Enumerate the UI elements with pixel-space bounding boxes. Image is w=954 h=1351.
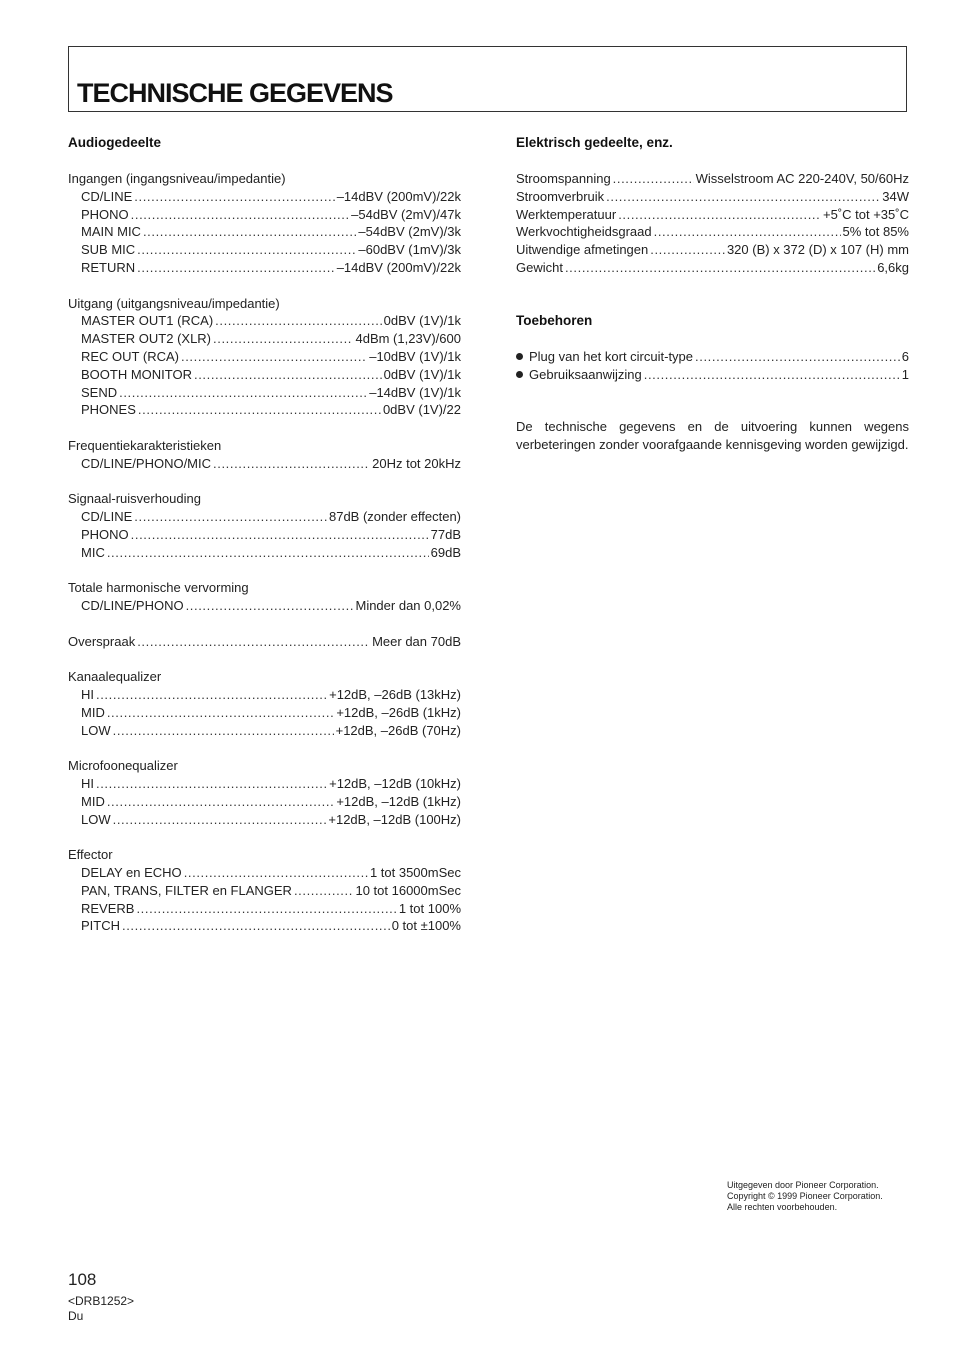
spec-group-title: Signaal-ruisverhouding <box>68 491 201 507</box>
dot-leader <box>107 704 335 722</box>
spec-value: +12dB, –26dB (13kHz) <box>329 687 461 703</box>
spec-value: Meer dan 70dB <box>372 633 461 649</box>
audio-section <box>68 134 461 953</box>
publisher-info <box>727 1180 883 1213</box>
spec-row <box>68 330 461 348</box>
spec-label: PHONO <box>81 526 129 542</box>
spec-group <box>68 579 461 615</box>
spec-label: Overspraak <box>68 633 136 649</box>
spec-label: PHONES <box>81 402 136 418</box>
spec-value: 1 <box>901 366 909 382</box>
spec-label: Stroomspanning <box>516 171 611 186</box>
spec-group-title: Uitgang (uitgangsniveau/impedantie) <box>68 295 280 311</box>
spec-row <box>516 241 909 259</box>
dot-leader <box>113 722 334 740</box>
spec-value: –14dBV (1V)/1k <box>369 384 461 400</box>
spec-row <box>68 900 461 918</box>
spec-value: 0dBV (1V)/1k <box>383 313 461 329</box>
spec-group <box>68 668 461 739</box>
spec-value: 10 tot 16000mSec <box>355 882 461 898</box>
title-box <box>68 46 907 112</box>
spec-value: 87dB (zonder effecten) <box>328 509 461 525</box>
dot-leader <box>695 348 900 366</box>
spec-row <box>68 241 461 259</box>
spec-value: –14dBV (200mV)/22k <box>336 188 461 204</box>
dot-leader <box>138 401 381 419</box>
spec-row <box>68 455 461 473</box>
spec-value: 34W <box>882 188 909 204</box>
spec-value: +12dB, –26dB (70Hz) <box>335 722 461 738</box>
spec-label: Stroomverbruik <box>516 188 605 204</box>
spec-row <box>516 188 909 206</box>
rights-line: Alle rechten voorbehouden. <box>727 1202 838 1212</box>
spec-value: 69dB <box>430 544 461 560</box>
spec-row <box>68 722 461 740</box>
dot-leader <box>181 348 367 366</box>
dot-leader <box>107 793 335 811</box>
spec-label: SEND <box>81 384 118 400</box>
dot-leader <box>213 455 370 473</box>
spec-label <box>516 366 642 384</box>
spec-label: LOW <box>81 811 111 827</box>
dot-leader <box>613 170 694 188</box>
spec-label: MASTER OUT1 (RCA) <box>81 313 214 329</box>
spec-value: +12dB, –12dB (1kHz) <box>336 793 461 809</box>
spec-row <box>516 223 909 241</box>
page-title: TECHNISCHE GEGEVENS <box>77 78 393 108</box>
spec-label: BOOTH MONITOR <box>81 366 192 382</box>
spec-row <box>68 775 461 793</box>
electrical-rows <box>516 170 909 277</box>
spec-row <box>516 348 909 366</box>
spec-group-title: Frequentiekarakteristieken <box>68 437 222 453</box>
dot-leader <box>565 259 875 277</box>
dot-leader <box>136 900 396 918</box>
spec-label: CD/LINE/PHONO <box>81 598 184 614</box>
spec-group <box>68 295 461 420</box>
dot-leader <box>606 188 880 206</box>
publisher-line: Uitgegeven door Pioneer Corporation. <box>727 1180 879 1190</box>
spec-row <box>68 366 461 384</box>
spec-value: 0dBV (1V)/1k <box>383 366 461 382</box>
spec-row <box>68 597 461 615</box>
dot-leader <box>213 330 353 348</box>
spec-row <box>68 401 461 419</box>
accessories-heading: Toebehoren <box>516 312 593 328</box>
dot-leader <box>137 259 335 277</box>
spec-group <box>68 170 461 277</box>
dot-leader <box>113 811 327 829</box>
dot-leader <box>134 188 334 206</box>
spec-group-title: Totale harmonische vervorming <box>68 580 249 596</box>
spec-row <box>68 206 461 224</box>
spec-value: 20Hz tot 20kHz <box>372 455 461 471</box>
spec-value: Wisselstroom AC 220-240V, 50/60Hz <box>695 171 909 186</box>
spec-row <box>516 259 909 277</box>
spec-value: 6 <box>901 348 909 364</box>
spec-row <box>68 508 461 526</box>
spec-label: Gewicht <box>516 259 563 275</box>
spec-row <box>68 811 461 829</box>
spec-value: –54dBV (2mV)/3k <box>358 224 461 240</box>
spec-row <box>68 793 461 811</box>
dot-leader <box>654 223 841 241</box>
dot-leader <box>137 633 370 651</box>
spec-group <box>68 846 461 935</box>
spec-label: MIC <box>81 544 105 560</box>
dot-leader <box>294 882 354 900</box>
spec-value: +12dB, –12dB (100Hz) <box>328 811 461 827</box>
spec-label: HI <box>81 687 94 703</box>
spec-row <box>68 188 461 206</box>
spec-value: –60dBV (1mV)/3k <box>358 242 461 258</box>
bullet-icon <box>516 371 523 378</box>
spec-label: MID <box>81 793 105 809</box>
spec-value: 1 tot 100% <box>398 900 461 916</box>
spec-row <box>68 704 461 722</box>
electrical-section <box>516 134 909 467</box>
audio-heading: Audiogedeelte <box>68 135 162 150</box>
spec-row <box>68 633 461 651</box>
dot-leader <box>107 544 429 562</box>
spec-group-title: Kanaalequalizer <box>68 669 162 685</box>
spec-label: Werkvochtigheidsgraad <box>516 224 652 240</box>
spec-row <box>68 259 461 277</box>
accessory-rows <box>516 348 909 384</box>
dot-leader <box>194 366 382 384</box>
dot-leader <box>618 206 821 224</box>
spec-value: +12dB, –26dB (1kHz) <box>336 704 461 720</box>
disclaimer-note: De technische gegevens en de uitvoering kunnen wegens verbeteringen zonder voorafgaande kennisgeving worden gewijzigd. <box>516 419 909 453</box>
spec-value: –14dBV (200mV)/22k <box>336 259 461 275</box>
dot-leader <box>186 597 354 615</box>
dot-leader <box>134 508 327 526</box>
spec-value: Minder dan 0,02% <box>355 598 461 614</box>
spec-row <box>68 917 461 935</box>
spec-label-text: Plug van het kort circuit-type <box>529 348 694 364</box>
spec-value: 77dB <box>430 526 461 542</box>
spec-group <box>68 757 461 828</box>
page-number: 108 <box>68 1270 97 1289</box>
doc-code: <DRB1252> <box>68 1294 135 1308</box>
dot-leader <box>122 917 390 935</box>
spec-row <box>68 544 461 562</box>
spec-label: PHONO <box>81 206 129 222</box>
spec-row <box>68 223 461 241</box>
bullet-icon <box>516 353 523 360</box>
spec-label: CD/LINE <box>81 509 133 525</box>
spec-label: HI <box>81 776 94 792</box>
spec-group-title: Microfoonequalizer <box>68 758 178 774</box>
spec-value: 6,6kg <box>877 259 909 275</box>
spec-value: –54dBV (2mV)/47k <box>351 206 461 222</box>
dot-leader <box>137 241 356 259</box>
spec-value: 320 (B) x 372 (D) x 107 (H) mm <box>726 242 909 258</box>
spec-row <box>68 526 461 544</box>
spec-value: 0 tot ±100% <box>391 918 461 934</box>
spec-row <box>516 366 909 384</box>
dot-leader <box>184 864 368 882</box>
spec-value: 4dBm (1,23V)/600 <box>355 331 461 347</box>
spec-row <box>68 864 461 882</box>
spec-label: RETURN <box>81 259 136 275</box>
dot-leader <box>131 206 349 224</box>
spec-label: Uitwendige afmetingen <box>516 242 649 258</box>
spec-value: 1 tot 3500mSec <box>369 865 461 881</box>
spec-row <box>68 348 461 366</box>
spec-label: CD/LINE <box>81 188 133 204</box>
spec-row <box>68 312 461 330</box>
spec-label: MAIN MIC <box>81 224 141 240</box>
spec-label <box>516 348 693 366</box>
dot-leader <box>96 686 327 704</box>
spec-label: REC OUT (RCA) <box>81 348 179 364</box>
spec-label: CD/LINE/PHONO/MIC <box>81 455 212 471</box>
spec-value: 5% tot 85% <box>842 224 909 240</box>
dot-leader <box>644 366 900 384</box>
spec-label: REVERB <box>81 900 135 916</box>
dot-leader <box>650 241 725 259</box>
spec-value: +12dB, –12dB (10kHz) <box>329 776 461 792</box>
spec-value: –10dBV (1V)/1k <box>369 348 461 364</box>
spec-label: PAN, TRANS, FILTER en FLANGER <box>81 882 292 898</box>
copyright-line: Copyright © 1999 Pioneer Corporation. <box>727 1191 883 1201</box>
spec-label: LOW <box>81 722 111 738</box>
spec-row <box>68 882 461 900</box>
spec-group <box>68 490 461 561</box>
spec-group <box>68 633 461 651</box>
doc-code-block <box>68 1294 134 1324</box>
dot-leader <box>119 384 367 402</box>
audio-groups <box>68 170 461 935</box>
spec-group <box>68 437 461 473</box>
spec-value: +5˚C tot +35˚C <box>823 206 909 222</box>
spec-label: SUB MIC <box>81 242 136 258</box>
spec-group-title: Effector <box>68 847 113 863</box>
spec-label-text: Gebruiksaanwijzing <box>529 366 642 382</box>
dot-leader <box>215 312 382 330</box>
spec-label: DELAY en ECHO <box>81 865 182 881</box>
spec-value: 0dBV (1V)/22 <box>382 402 461 418</box>
spec-row <box>68 686 461 704</box>
spec-label: MID <box>81 704 105 720</box>
spec-label: Werktemperatuur <box>516 206 617 222</box>
spec-label: MASTER OUT2 (XLR) <box>81 331 212 347</box>
spec-group-title: Ingangen (ingangsniveau/impedantie) <box>68 171 286 186</box>
language-code: Du <box>68 1309 84 1323</box>
spec-row <box>516 170 909 188</box>
spec-row <box>516 206 909 224</box>
spec-label: PITCH <box>81 918 120 934</box>
dot-leader <box>143 223 356 241</box>
dot-leader <box>96 775 327 793</box>
dot-leader <box>131 526 429 544</box>
spec-row <box>68 384 461 402</box>
electrical-heading: Elektrisch gedeelte, enz. <box>516 135 673 150</box>
